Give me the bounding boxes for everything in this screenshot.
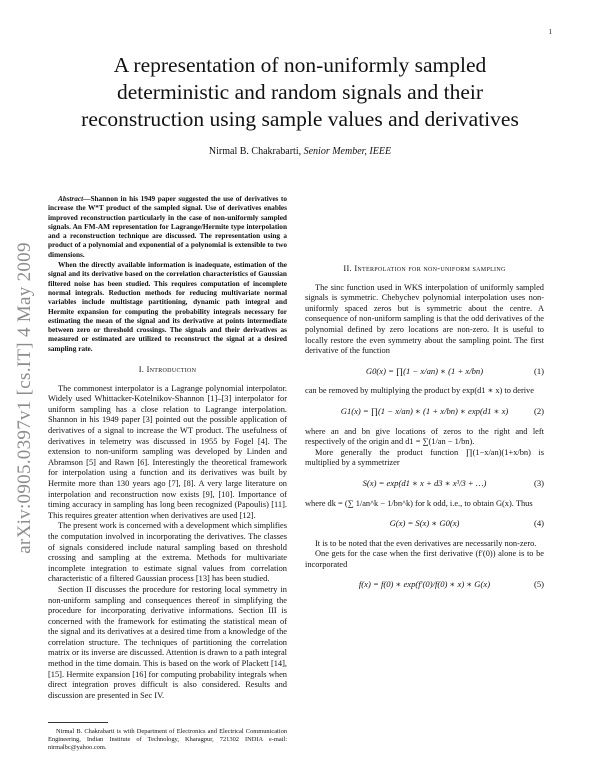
equation-number: (4) — [533, 518, 544, 529]
equation-number: (1) — [533, 365, 544, 376]
author-affiliation: Senior Member, IEEE — [303, 146, 392, 157]
equation-number: (2) — [533, 405, 544, 416]
paragraph: It is to be noted that the even derivatives are necessarily non-zero. — [315, 538, 537, 548]
paragraph: can be removed by multiplying the product by exp(d1 ∗ x) to derive — [305, 386, 534, 396]
paragraph: The present work is concerned with a development which simplifies the computation involved in incorporating the derivatives. The classes of signals considered include natural sampling based on threshold crossing and sampling at the extrema. Methods for multivariate incomplete integration to estimate signal values from correlation characteristic of a filtered Gaussian process [13] has been studied. — [48, 521, 287, 584]
left-column — [48, 194, 287, 701]
footnote — [48, 728, 287, 752]
section-heading: II. Interpolation for non-uniform sampling — [343, 264, 506, 273]
page-number: 1 — [548, 28, 552, 36]
equation: G(x) = S(x) ∗ G0(x) (4) — [389, 518, 544, 529]
equation: f(x) = f(0) ∗ exp(f′(0)/f(0) ∗ x) ∗ G(x) (5) — [358, 579, 544, 590]
section-heading: I. Introduction — [138, 365, 197, 375]
paragraph: Section II discusses the procedure for restoring local symmetry in non-uniform sampling and consequences thereof in simplifying the procedure for incorporating derivative informations. Section III is concerned with the framework for estimating the statistical mean of the signal and its derivatives at a desired time from a knowledge of the correlation structure. The techniques of partitioning the correlation matrix or its inverse are discussed. Attention is drawn to a path integral method in the time domain. This is based on the work of Plackett [14], [15]. Hermite expansion [16] for computing probability integrals when direct integration proves difficult is also considered. Results and discussion are presented in Sec IV. — [48, 584, 287, 700]
arxiv-id: arXiv:0905.0397v1 [cs.IT] 4 May 2009 — [14, 241, 35, 554]
paragraph: The commonest interpolator is a Lagrange polynomial interpolator. Widely used Whittacker-Kotelnikov-Shannon [1]–[3] interpolator for uniform sampling has a close relation to Lagrange interpolation. Shannon in his 1949 paper [3] pointed out the possible application of derivatives of a signal to increase the WT product. The usefulness of derivatives in telemetry was discussed in 1955 by Fogel [4]. The extension to non-uniform sampling was developed by Linden and Abramson [5] and Rawn [6]. Interestingly the theoretical framework for interpolation using a function and its derivatives was built by Hermite more than 130 years ago [7], [8]. A very large literature on interpolation and reconstruction now exists [9], [10]. Importance of timing accuracy in sampling has long been recognized (Papoulis) [11]. This requires greater attention when derivatives are used [12]. — [48, 383, 287, 520]
abstract-label: Abstract — [58, 194, 84, 203]
arxiv-stamp — [14, 200, 36, 595]
paper-title: A representation of non-uniformly sampled deterministic and random signals and their reconstruction using sample values and derivatives — [81, 53, 519, 131]
equation-number: (3) — [533, 477, 544, 488]
paragraph: where dk = (∑ 1/an^k − 1/bn^k) for k odd, i.e., to obtain G(x). Thus — [305, 498, 533, 508]
abstract-paragraph-1: Abstract—Shannon in his 1949 paper suggested the use of derivatives to increase the W*T product of the sampled signal. Use of derivatives enables improved reconstruction particularly in the case of non-uniformly sampled signals. An FM-AM representation for Lagrange/Hermite type interpolation and a reconstruction technique are discussed. The representation using a product of a polynomial and exponential of a polynomial is extensible to two dimensions. — [48, 194, 287, 259]
author-name: Nirmal B. Chakrabarti, — [208, 146, 302, 157]
paragraph: where an and bn give locations of zeros to the right and left respectively of the origin and d1 = ∑(1/an − 1/bn). — [305, 426, 544, 447]
right-column — [305, 194, 544, 600]
paragraph: The sinc function used in WKS interpolation of uniformly sampled signals is symmetric. Chebychev polynomial interpolation uses non-uniformly spaced zeros but is symmetric about the centre. A consequence of non-uniform sampling is that the odd derivatives of the polynomial defined by zero locations are non-zero. It is useful to locally restore the even symmetry about the sampling point. The first derivative of the function — [305, 282, 544, 356]
author-line — [60, 146, 540, 157]
abstract-paragraph-2: When the directly available information is inadequate, estimation of the signal and its derivative based on the correlation characteristics of Gaussian filtered noise has been studied. This requires computation of incomplete normal integrals. Reduction methods for reducing multivariate normal variables include multistage partitioning, dynamic path integral and Hermite expansion for computing the probability integrals necessary for estimating the mean of the signal and its derivative at points intermediate between zero or threshold crossings. The signals and their derivatives as measured or estimated are utilized to reconstruct the signal at a desired sampling rate. — [48, 260, 287, 353]
equation: S(x) = exp(d1 ∗ x + d3 ∗ x³/3 + …) (3) — [362, 477, 544, 488]
equation: G0(x) = ∏(1 − x/an) ∗ (1 + x/bn) (1) — [365, 365, 544, 376]
paragraph: More generally the product function ∏(1−x/an)(1+x/bn) is multiplied by a symmetrizer — [305, 447, 544, 468]
paragraph: One gets for the case when the first derivative (f′(0)) alone is to be incorporated — [305, 549, 544, 569]
footnote-text: Nirmal B. Chakrabarti is with Department of Electronics and Electrical Communication Engineering, Indian Institute of Technology, Kharagpur, 721302 INDIA e-mail: nirmalbc@yahoo.com. — [48, 728, 287, 751]
footnote-rule — [48, 722, 108, 723]
equation-number: (5) — [533, 579, 544, 590]
equation: G1(x) = ∏(1 − x/an) ∗ (1 + x/bn) ∗ exp(d1 ∗ x) (2) — [340, 405, 544, 416]
